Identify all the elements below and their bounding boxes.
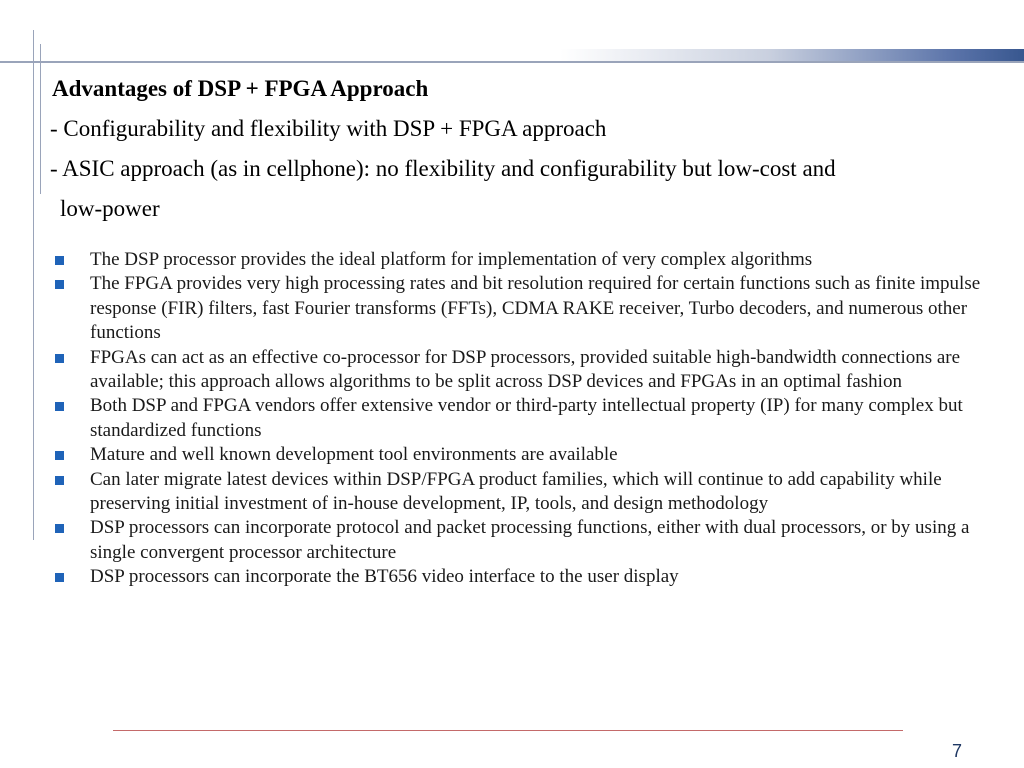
intro-line-3: low-power: [60, 196, 160, 221]
list-item: [54, 516, 1014, 565]
list-item: [54, 248, 1014, 272]
intro-line-1: - Configurability and flexibility with DSP + FPGA approach: [50, 116, 607, 141]
square-bullet-icon: [55, 524, 64, 533]
square-bullet-icon: [55, 476, 64, 485]
list-item: [54, 394, 1014, 443]
page-number: 7: [951, 741, 962, 761]
list-item-text: Mature and well known development tool environments are available: [90, 444, 618, 466]
list-item-text: The FPGA provides very high processing rates and bit resolution required for certain functions such as finite impulse response (FIR) filters, fast Fourier transforms (FFTs), CDMA RAKE receiver, Turbo decoders, and numerous other functions: [90, 273, 981, 344]
square-bullet-icon: [55, 451, 64, 460]
list-item: [54, 443, 1014, 467]
list-item: [54, 272, 1014, 345]
square-bullet-icon: [55, 354, 64, 363]
square-bullet-icon: [55, 573, 64, 582]
list-item-text: FPGAs can act as an effective co-processor for DSP processors, provided suitable high-bandwidth connections are available; this approach allows algorithms to be split across DSP devices and FPGAs in an optimal fashion: [90, 346, 961, 393]
list-item-text: Can later migrate latest devices within DSP/FPGA product families, which will continue to add capability while preserving initial investment of in-house development, IP, tools, and design methodology: [90, 468, 942, 515]
list-item: [54, 346, 1014, 395]
left-vertical-rule: [33, 30, 34, 540]
header-gradient-bar: [560, 49, 1024, 61]
footer-rule: [113, 730, 903, 731]
list-item-text: DSP processors can incorporate protocol and packet processing functions, either with dual processors, or by using a single convergent processor architecture: [90, 517, 970, 563]
header-rule: [0, 61, 1024, 63]
left-vertical-rule-2: [40, 44, 41, 194]
list-item-text: The DSP processor provides the ideal platform for implementation of very complex algorithms: [90, 249, 813, 270]
list-item-text: Both DSP and FPGA vendors offer extensive vendor or third-party intellectual property (IP) for many complex but standardized functions: [90, 395, 963, 441]
list-item: [54, 468, 1014, 517]
list-item-text: DSP processors can incorporate the BT656 video interface to the user display: [90, 566, 679, 588]
advantages-list: [54, 248, 1014, 590]
square-bullet-icon: [55, 280, 64, 289]
intro-line-2: - ASIC approach (as in cellphone): no flexibility and configurability but low-cost and: [50, 156, 836, 181]
slide-heading: Advantages of DSP + FPGA Approach: [52, 76, 429, 101]
square-bullet-icon: [55, 402, 64, 411]
square-bullet-icon: [55, 256, 64, 265]
list-item: [54, 565, 1014, 589]
